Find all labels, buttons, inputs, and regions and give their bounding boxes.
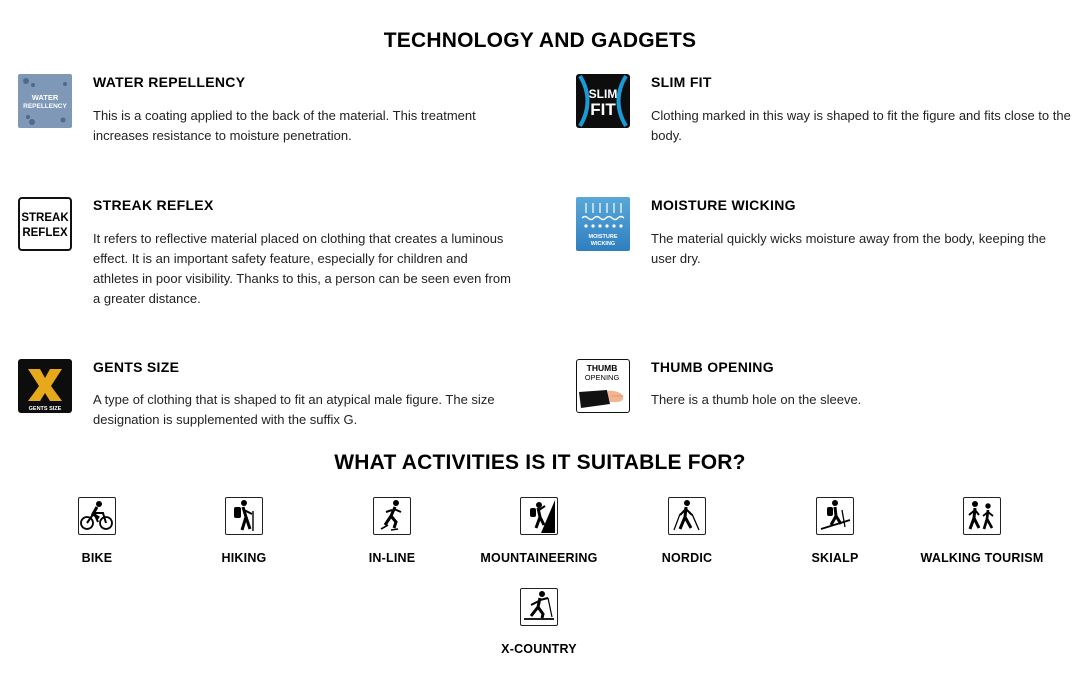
inline-skating-icon [373,497,411,535]
feature-title: WATER REPELLENCY [93,74,246,90]
svg-text:STREAK: STREAK [21,212,69,224]
feature-title: SLIM FIT [651,74,712,90]
activity-label: IN-LINE [368,551,416,565]
skialp-icon [816,497,854,535]
feature-title: GENTS SIZE [93,359,180,375]
feature-description: It refers to reflective material placed on clothing that creates a luminous effect. It is an important safety feature, especially for children and athletes in poor visibility. Thanks to this, a person can be seen even from a greater distance. [93,231,511,306]
svg-text:FIT: FIT [590,100,616,119]
hiking-icon [225,497,263,535]
svg-text:WATER: WATER [31,93,59,102]
activity-label: HIKING [221,551,267,565]
activity-label: MOUNTAINEERING [480,551,598,565]
feature-description: A type of clothing that is shaped to fit an atypical male figure. The size designation is supplemented with the suffix G. [93,392,495,427]
walking-tourism-icon [963,497,1001,535]
gents-size-icon [18,359,72,413]
activity-hiking [169,497,319,565]
water-repellency-icon [18,74,72,128]
svg-text:GENTS SIZE: GENTS SIZE [28,406,62,412]
svg-text:THUMB: THUMB [586,363,618,373]
svg-text:REFLEX: REFLEX [22,227,68,239]
feature-title: STREAK REFLEX [93,197,214,213]
activity-label: WALKING TOURISM [920,551,1044,565]
section-title-technology: TECHNOLOGY AND GADGETS [383,29,697,52]
svg-text:OPENING: OPENING [584,373,620,382]
mountaineering-icon [520,497,558,535]
streak-reflex-icon [18,197,72,251]
activity-label: SKIALP [811,551,859,565]
activity-nordic [612,497,762,565]
bike-icon [78,497,116,535]
activity-label: X-COUNTRY [501,642,577,656]
feature-title: MOISTURE WICKING [651,197,796,213]
feature-title: THUMB OPENING [651,359,774,375]
svg-text:WICKING: WICKING [590,241,616,247]
feature-description: This is a coating applied to the back of the material. This treatment increases resistance to moisture penetration. [93,108,476,143]
activity-walking-tourism [907,497,1057,565]
svg-text:REPELLENCY: REPELLENCY [23,103,67,110]
activity-skialp [760,497,910,565]
svg-text:MOISTURE: MOISTURE [588,234,618,240]
feature-description: Clothing marked in this way is shaped to fit the figure and fits close to the body. [651,108,1071,143]
activity-mountaineering [464,497,614,565]
activity-x-country [464,588,614,656]
activity-label: NORDIC [661,551,713,565]
feature-description: There is a thumb hole on the sleeve. [651,392,862,407]
cross-country-icon [520,588,558,626]
nordic-walking-icon [668,497,706,535]
thumb-opening-icon [576,359,630,413]
section-title-activities: WHAT ACTIVITIES IS IT SUITABLE FOR? [334,451,746,474]
activity-label: BIKE [81,551,113,565]
svg-text:SLIM: SLIM [588,87,618,101]
feature-description: The material quickly wicks moisture away from the body, keeping the user dry. [651,231,1046,266]
moisture-wicking-icon [576,197,630,251]
activity-bike [22,497,172,565]
activity-inline [317,497,467,565]
slim-fit-icon [576,74,630,128]
